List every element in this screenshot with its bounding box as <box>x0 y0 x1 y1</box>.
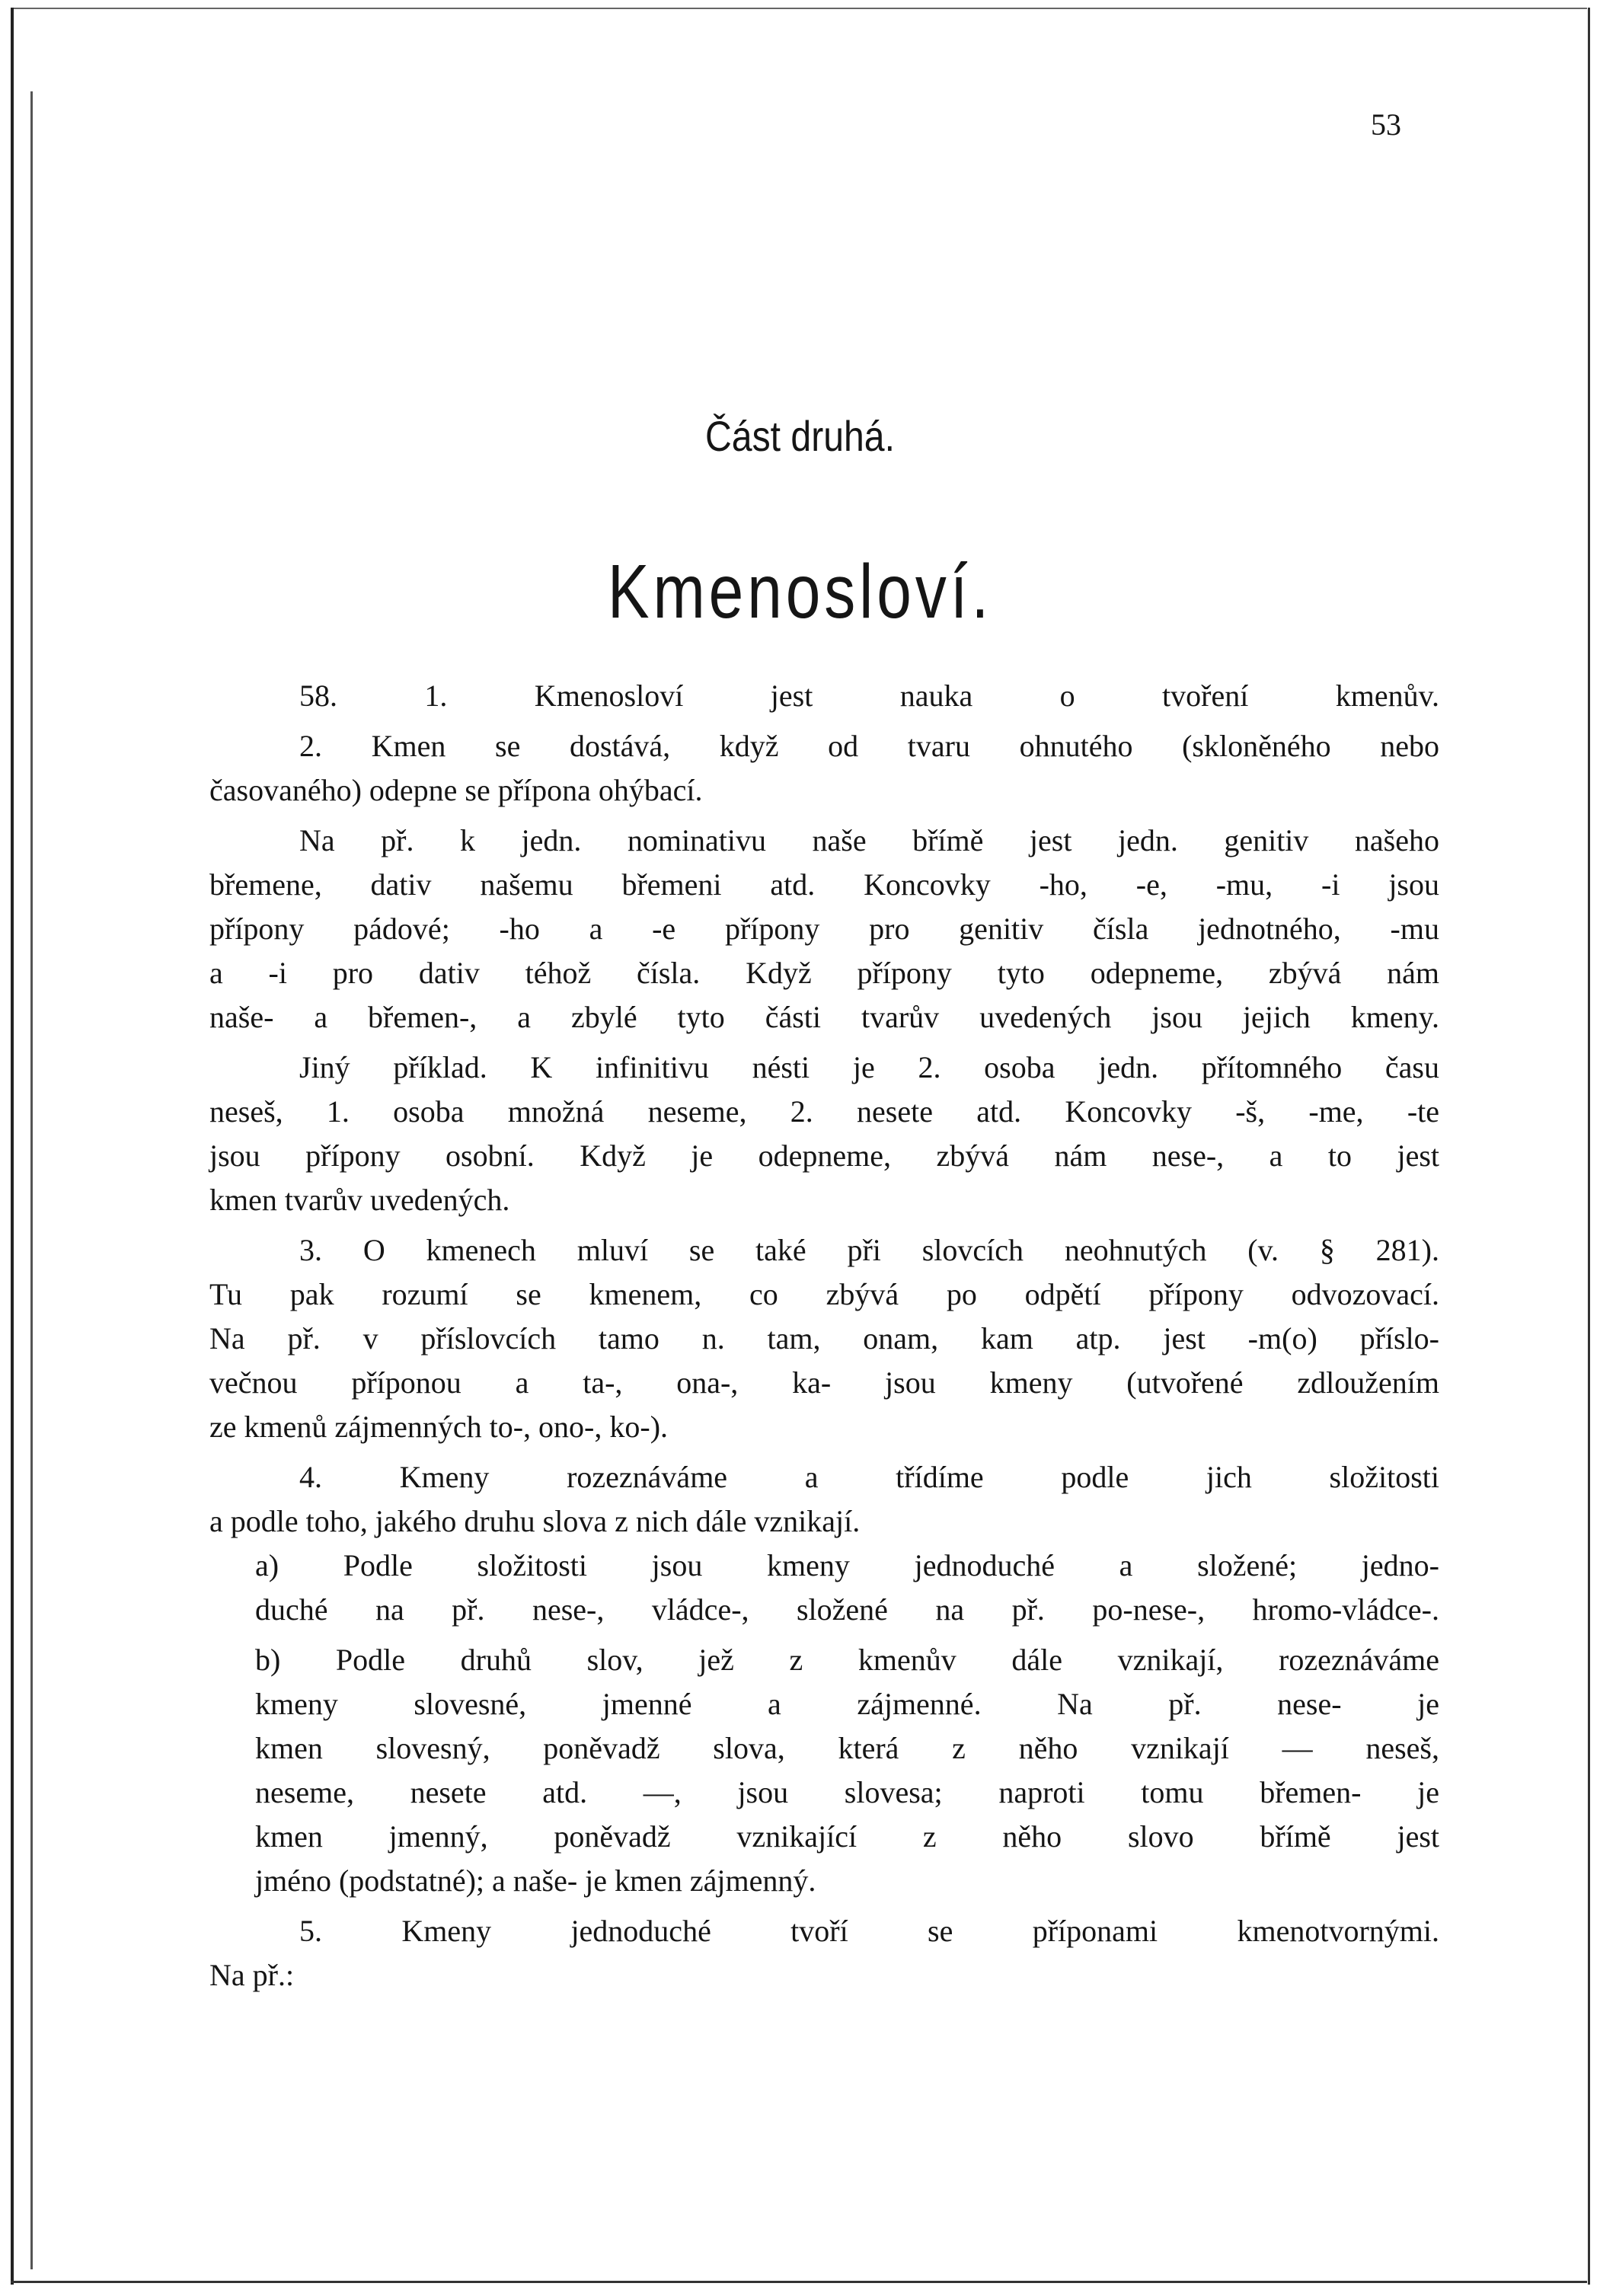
text-line: 58. 1. Kmenosloví jest nauka o tvoření kmenův. <box>299 679 1439 713</box>
text-line: a) Podle složitosti jsou kmeny jednoduché a složené; jedno- <box>255 1548 1439 1582</box>
page-edge-left-inner <box>30 91 33 2269</box>
text-line: břemene, dativ našemu břemeni atd. Koncovky -ho, -e, -mu, -i jsou <box>209 867 1439 902</box>
page-number: 53 <box>1371 107 1401 142</box>
text-line: b) Podle druhů slov, jež z kmenův dále vznikají, rozeznáváme <box>255 1643 1439 1677</box>
text-line: 2. Kmen se dostává, když od tvaru ohnutého (skloněného nebo <box>299 729 1439 763</box>
text-line: 5. Kmeny jednoduché tvoří se příponami kmenotvornými. <box>299 1914 1439 1948</box>
text-line: 4. Kmeny rozeznáváme a třídíme podle jich složitosti <box>299 1460 1439 1494</box>
text-line: kmen tvarův uvedených. <box>209 1183 510 1217</box>
text-line: jméno (podstatné); a naše- je kmen zájmenný. <box>255 1863 816 1898</box>
text-line: 3. O kmenech mluví se také při slovcích neohnutých (v. § 281). <box>299 1233 1439 1267</box>
page-edge-right <box>1588 8 1590 2285</box>
text-line: a -i pro dativ téhož čísla. Když přípony tyto odepneme, zbývá nám <box>209 956 1439 990</box>
page-edge-top <box>11 8 1587 9</box>
page-edge-bottom <box>11 2281 1587 2283</box>
text-line: Tu pak rozumí se kmenem, co zbývá po odpětí přípony odvozovací. <box>209 1277 1439 1311</box>
text-line: kmen slovesný, poněvadž slova, která z něho vznikají — neseš, <box>255 1731 1439 1765</box>
text-line: Jiný příklad. K infinitivu nésti je 2. osoba jedn. přítomného času <box>299 1050 1439 1084</box>
text-line: Na př. v příslovcích tamo n. tam, onam, kam atp. jest -m(o) příslo- <box>209 1321 1439 1356</box>
text-line: neseš, 1. osoba množná neseme, 2. nesete atd. Koncovky -š, -me, -te <box>209 1094 1439 1129</box>
text-line: kmen jmenný, poněvadž vznikající z něho slovo břímě jest <box>255 1819 1439 1854</box>
chapter-title: Kmenosloví. <box>607 549 993 634</box>
text-line: časovaného) odepne se přípona ohýbací. <box>209 773 703 807</box>
page-edge-left <box>11 8 14 2285</box>
text-line: Na př. k jedn. nominativu naše břímě jest jedn. genitiv našeho <box>299 823 1439 857</box>
body-text <box>209 674 1439 1997</box>
text-line: večnou příponou a ta-, ona-, ka- jsou kmeny (utvořené zdloužením <box>209 1365 1439 1400</box>
text-line: kmeny slovesné, jmenné a zájmenné. Na př. nese- je <box>255 1687 1439 1721</box>
text-line: neseme, nesete atd. —, jsou slovesa; naproti tomu břemen- je <box>255 1775 1439 1809</box>
text-line: duché na př. nese-, vládce-, složené na př. po-nese-, hromo-vládce-. <box>255 1592 1439 1627</box>
text-line: a podle toho, jakého druhu slova z nich dále vznikají. <box>209 1504 861 1538</box>
text-line: naše- a břemen-, a zbylé tyto části tvarův uvedených jsou jejich kmeny. <box>209 1000 1439 1034</box>
text-line: jsou přípony osobní. Když je odepneme, zbývá nám nese-, a to jest <box>209 1138 1439 1173</box>
text-line: ze kmenů zájmenných to-, ono-, ko-). <box>209 1410 669 1444</box>
part-title: Část druhá. <box>705 412 895 460</box>
text-line: přípony pádové; -ho a -e přípony pro genitiv čísla jednotného, -mu <box>209 912 1439 946</box>
text-line: Na př.: <box>209 1958 295 1992</box>
